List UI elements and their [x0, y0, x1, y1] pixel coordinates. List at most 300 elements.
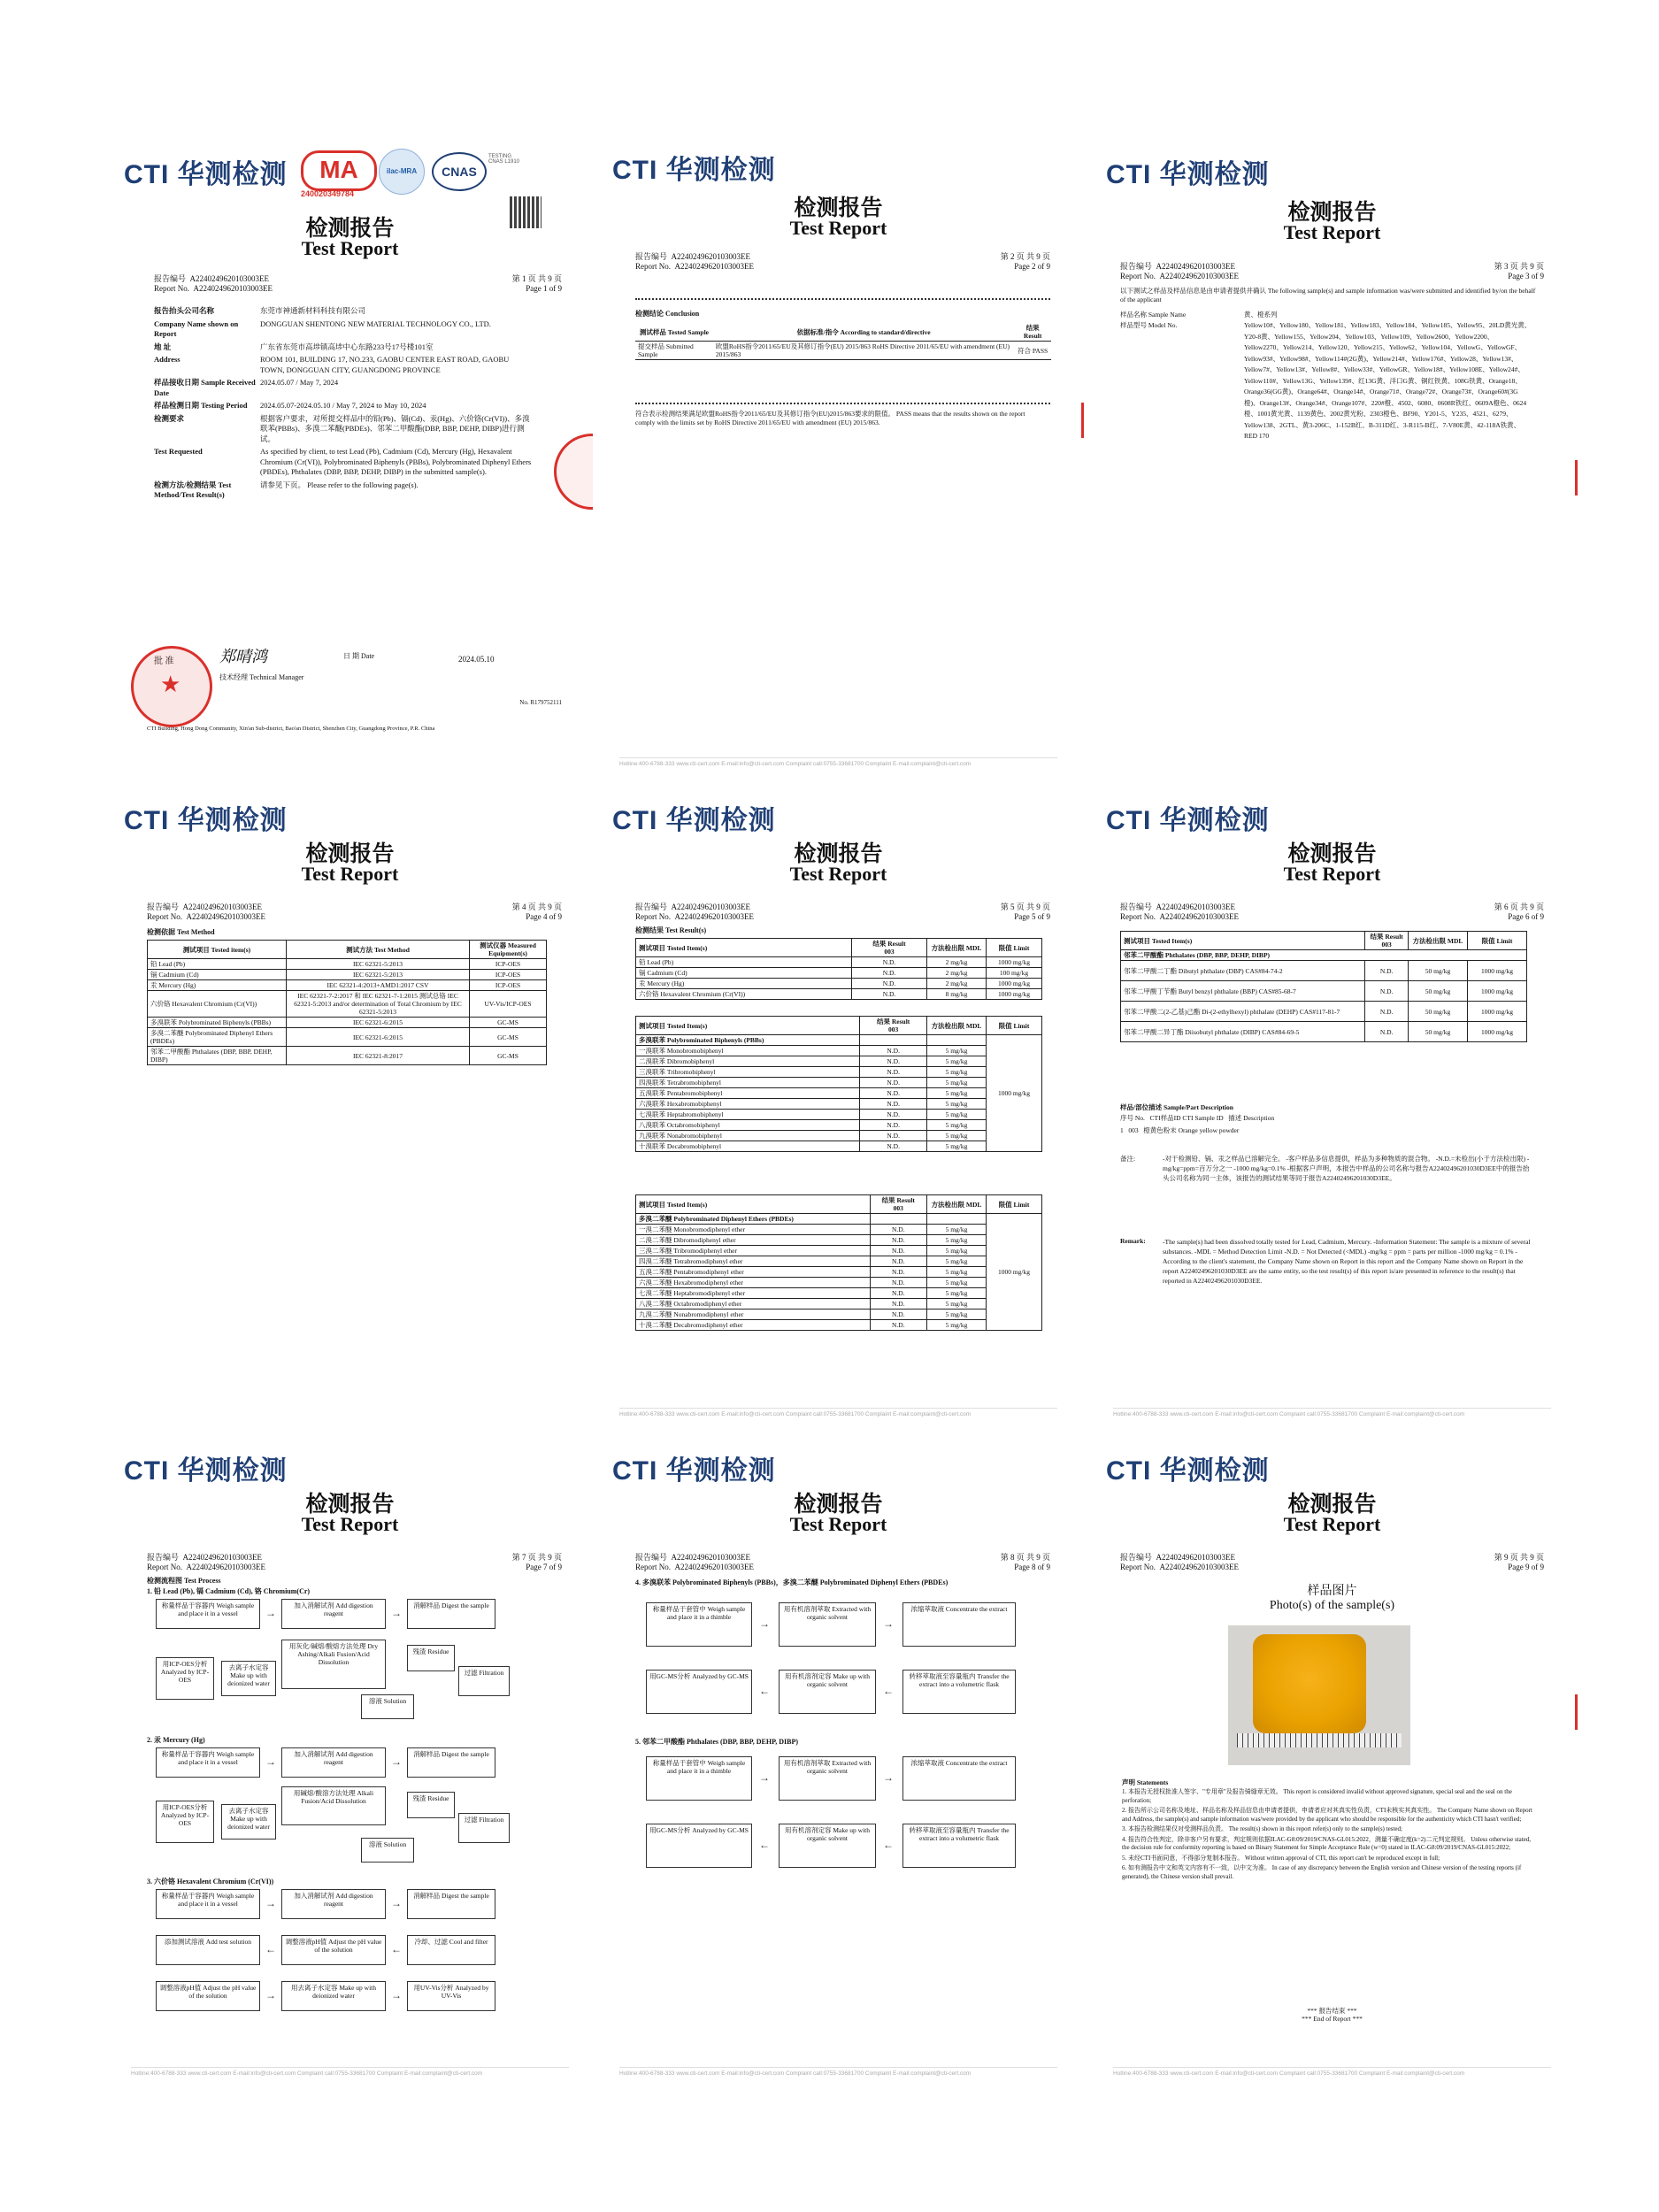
table-cell: IEC 62321-5:2013 — [287, 959, 470, 970]
table-cell: 1000 mg/kg — [987, 989, 1042, 1000]
group-label: 多溴二苯醚 Polybrominated Diphenyl Ethers (PBDEs) — [636, 1214, 871, 1225]
table-cell: N.D. — [860, 1131, 927, 1141]
signature: 郑晴鸿 — [219, 648, 267, 665]
table-cell: 十溴联苯 Decabromobiphenyl — [636, 1141, 860, 1152]
report-number: 报告编号 A2240249620103003EE Report No. A2240249620103003EE — [1120, 902, 1239, 921]
table-cell: 一溴二苯醚 Monobromodiphenyl ether — [636, 1225, 871, 1235]
flow-arrow: → — [391, 1897, 402, 1909]
col-result: 结果 Result — [1014, 323, 1051, 342]
cnas-mark: CNAS — [432, 152, 487, 191]
table-row — [148, 1047, 547, 1065]
flow-makeup: 用有机溶剂定容 Make up with organic solvent — [779, 1670, 876, 1714]
sample-desc-head: 样品/部位描述 Sample/Part Description — [1120, 1103, 1233, 1111]
table-row — [636, 979, 1042, 989]
sample-photo — [1228, 1625, 1410, 1765]
table-cell — [927, 1035, 987, 1046]
report-title-cn: 检测报告 — [794, 842, 883, 866]
field-label: Test Requested — [154, 447, 203, 456]
sample-id: 003 — [1381, 941, 1392, 949]
page-number: 第 8 页 共 9 页 Page 8 of 9 — [1000, 1553, 1050, 1571]
field-value: 2024.05.07 / May 7, 2024 — [260, 378, 339, 387]
table-cell: 5 mg/kg — [927, 1320, 987, 1331]
table-cell: 5 mg/kg — [927, 1088, 987, 1099]
flow-arrow: → — [759, 1617, 770, 1630]
table-cell: N.D. — [1365, 1022, 1409, 1042]
page-number: 第 1 页 共 9 页 Page 1 of 9 — [511, 274, 562, 293]
page-number: 第 5 页 共 9 页 Page 5 of 9 — [1000, 902, 1050, 921]
table-cell: 5 mg/kg — [927, 1256, 987, 1267]
table-header-row — [636, 939, 1042, 957]
col-item: 测试项目 Tested Item(s) — [636, 1195, 871, 1214]
flow-makeup: 用有机溶剂定容 Make up with organic solvent — [779, 1824, 876, 1868]
date-label: 日 期 Date — [343, 652, 375, 660]
table-cell: N.D. — [870, 1267, 926, 1278]
field-row — [154, 319, 534, 340]
report-number: 报告编号 A2240249620103003EE Report No. A2240249620103003EE — [635, 902, 754, 921]
cti-logo: CTI 华测检测 — [124, 1456, 288, 1486]
flow-arrow: → — [883, 1771, 894, 1784]
flow-digest: 消解样品 Digest the sample — [407, 1889, 495, 1919]
model-label: 样品型号 Model No. — [1120, 321, 1178, 329]
ruler — [1237, 1733, 1402, 1747]
table-cell — [927, 1214, 987, 1225]
cell-sample: 提交样品 Submitted Sample — [635, 342, 713, 360]
table-cell: 1000 mg/kg — [1468, 981, 1527, 1002]
table-row — [636, 1099, 1042, 1110]
table-cell: N.D. — [870, 1320, 926, 1331]
flow-uv: 用UV-Vis分析 Analyzed by UV-Vis — [407, 1981, 495, 2011]
table-cell: UV-Vis/ICP-OES — [470, 991, 547, 1018]
table-cell: 邻苯二甲酸二丁酯 Dibutyl phthalate (DBP) CAS#84-74-2 — [1121, 961, 1365, 981]
table-cell: 铅 Lead (Pb) — [636, 957, 852, 968]
table-cell: 5 mg/kg — [927, 1310, 987, 1320]
statement-item: 3. 本报告检测结果仅对受测样品负责。 The result(s) shown in this report refer(s) only to the sample(s) tested; — [1122, 1825, 1402, 1832]
table-cell: 五溴二苯醚 Pentabromodiphenyl ether — [636, 1267, 871, 1278]
flow-residue: 残渣 Residue — [407, 1792, 455, 1818]
flow-filter: 过滤 Filtration — [458, 1813, 510, 1843]
report-page-5 — [593, 779, 1084, 1425]
sign-label: 批 准 — [154, 657, 174, 666]
cell-result: 符合 PASS — [1014, 342, 1051, 360]
statement-item: 1. 本报告无授权批准人签字、"专用章"及报告骑缝章无效。 This report is considered invalid without approved signature, special seal and the seal on the perforation; — [1122, 1788, 1512, 1804]
cell-standard: 欧盟RoHS指令2011/65/EU及其修订指令(EU) 2015/863 RoHS Directive 2011/65/EU with amendment (EU) 2015/863 — [713, 342, 1014, 360]
table-cell: N.D. — [870, 1299, 926, 1310]
report-page-2 — [593, 128, 1084, 774]
table-cell: ICP-OES — [470, 970, 547, 980]
table-cell: IEC 62321-4:2013+AMD1:2017 CSV — [287, 980, 470, 991]
table-cell: 六溴联苯 Hexabromobiphenyl — [636, 1099, 860, 1110]
report-number: 报告编号 A2240249620103003EE Report No. A2240249620103003EE — [1120, 1553, 1239, 1571]
table-cell: 八溴二苯醚 Octabromodiphenyl ether — [636, 1299, 871, 1310]
col-mdl: 方法检出限 MDL — [927, 939, 987, 957]
table-cell: IEC 62321-6:2015 — [287, 1028, 470, 1047]
table-cell: 5 mg/kg — [927, 1246, 987, 1256]
table-cell: 5 mg/kg — [927, 1267, 987, 1278]
cti-logo: CTI 华测检测 — [1106, 806, 1270, 835]
flow-arrow: → — [265, 1755, 276, 1768]
page-footer: Hotline:400-6788-333 www.cti-cert.com E-mail:info@cti-cert.com Complaint call:0755-33681700 Complaint E-mail:complaint@cti-cert.com — [131, 2067, 569, 2077]
table-cell: 九溴二苯醚 Nonabromodiphenyl ether — [636, 1310, 871, 1320]
report-number: 报告编号 A2240249620103003EE Report No. A2240249620103003EE — [635, 1553, 754, 1571]
table-cell: 五溴联苯 Pentabromobiphenyl — [636, 1088, 860, 1099]
table-cell: N.D. — [1365, 981, 1409, 1002]
table-cell: 三溴二苯醚 Tribromodiphenyl ether — [636, 1246, 871, 1256]
table-cell: 1000 mg/kg — [987, 957, 1042, 968]
table-cell: 三溴联苯 Tribromobiphenyl — [636, 1067, 860, 1078]
field-value: As specified by client, to test Lead (Pb), Cadmium (Cd), Mercury (Hg), Hexavalent Chromium (Cr(VI)), Polybrominated Biphenyls (PBBs), Polybrominated Diphenyl Ethers (PBDEs), Phthalates (DBP, BBP, DEHP, DIBP) in the submitted sample(s). — [260, 447, 532, 476]
table-row — [636, 1056, 1042, 1067]
table-cell: 六价铬 Hexavalent Chromium (Cr(VI)) — [636, 989, 852, 1000]
page-footer: Hotline:400-6788-333 www.cti-cert.com E-mail:info@cti-cert.com Complaint call:0755-33681700 Complaint E-mail:complaint@cti-cert.com — [619, 1408, 1057, 1417]
flow-arrow: → — [883, 1617, 894, 1630]
photo-title-en: Photo(s) of the sample(s) — [1269, 1599, 1395, 1612]
flow-water-2: 用去离子水定容 Make up with deionized water — [281, 1981, 386, 2011]
sample-intro: 以下测试之样品及样品信息是由申请者提供并确认 The following sample(s) and sample information was/were submitted and identified by/on the behalf of the applicant — [1120, 287, 1536, 303]
group-label: 多溴联苯 Polybrominated Biphenyls (PBBs) — [636, 1035, 860, 1046]
pbde-table — [635, 1194, 1042, 1331]
table-cell: IEC 62321-6:2015 — [287, 1018, 470, 1028]
report-number: 报告编号 A2240249620103003EE Report No. A2240249620103003EE — [1120, 262, 1239, 280]
report-title-en: Test Report — [1283, 863, 1381, 885]
table-cell: 5 mg/kg — [927, 1120, 987, 1131]
field-label: 样品接收日期 Sample Received Date — [154, 378, 256, 397]
sample-desc-row: 1 003 橙黄色粉末 Orange yellow powder — [1120, 1126, 1240, 1134]
flow-digest: 消解样品 Digest the sample — [407, 1747, 495, 1778]
flow-arrow: → — [265, 1607, 276, 1619]
table-cell: 铅 Lead (Pb) — [148, 959, 287, 970]
table-cell: 四溴联苯 Tetrabromobiphenyl — [636, 1078, 860, 1088]
field-label: 检测要求 — [154, 413, 185, 423]
method-table — [147, 940, 547, 1065]
flow-add-reagent: 加入消解试剂 Add digestion reagent — [281, 1889, 386, 1919]
result-label: 结果 Result — [877, 1018, 910, 1025]
cti-logo: CTI 华测检测 — [1106, 1456, 1270, 1486]
col-sample: 测试样品 Tested Sample — [635, 323, 713, 342]
table-cell: 5 mg/kg — [927, 1067, 987, 1078]
table-cell: N.D. — [1365, 1002, 1409, 1022]
limit-cell: 1000 mg/kg — [987, 1214, 1042, 1331]
company-seal: ★ — [131, 646, 212, 727]
table-row — [148, 970, 547, 980]
report-page-9 — [1087, 1429, 1578, 2084]
cnas-sub: TESTING CNAS L1910 — [488, 154, 520, 165]
flow-cool: 冷却、过滤 Cool and filter — [407, 1935, 495, 1965]
field-row — [154, 447, 534, 478]
cti-logo: CTI 华测检测 — [1106, 160, 1270, 189]
table-row — [636, 1120, 1042, 1131]
cma-mark: MA — [301, 150, 377, 191]
flow-title-3: 3. 六价铬 Hexavalent Chromium (Cr(VI)) — [147, 1878, 274, 1886]
flow-title-4: 4. 多溴联苯 Polybrominated Biphenyls (PBBs)，多溴二苯醚 Polybrominated Diphenyl Ethers (PBDEs) — [635, 1578, 949, 1586]
table-cell: IEC 62321-5:2013 — [287, 970, 470, 980]
report-title-cn: 检测报告 — [1287, 1493, 1377, 1517]
table-cell: 1000 mg/kg — [1468, 1022, 1527, 1042]
flow-dry-ash: 用灰化/碱熔/酸熔方法处理 Dry Ashing/Alkali Fusion/Acid Dissolution — [281, 1640, 386, 1689]
flow-title-2: 2. 汞 Mercury (Hg) — [147, 1736, 205, 1744]
table-cell: N.D. — [870, 1310, 926, 1320]
field-row — [154, 378, 534, 398]
table-cell: ICP-OES — [470, 959, 547, 970]
table-cell: 镉 Cadmium (Cd) — [636, 968, 852, 979]
table-cell: 5 mg/kg — [927, 1299, 987, 1310]
table-cell: N.D. — [860, 1078, 927, 1088]
table-cell: 50 mg/kg — [1409, 1022, 1468, 1042]
flow-weigh: 称量样品于套管中 Weigh sample and place it in a thimble — [646, 1602, 752, 1647]
statement-item: 2. 报告所示公司名称及地址、样品名称及样品信息由申请者提供，申请者应对其真实性负责，CTI未核实其真实性。 The Company Name shown on Report and Address, the sample(s) and sample information was/were provided by the applicant who should be responsible for the authenticity which CTI hasn't verified; — [1122, 1807, 1532, 1823]
field-label: 检测方法/检测结果 Test Method/Test Result(s) — [154, 480, 232, 499]
limit-cell: 1000 mg/kg — [987, 1035, 1042, 1152]
table-cell: GC-MS — [470, 1018, 547, 1028]
table-cell: 二溴联苯 Dibromobiphenyl — [636, 1056, 860, 1067]
table-row — [636, 1246, 1042, 1256]
client-info — [154, 306, 534, 503]
flow-arrow: → — [265, 1897, 276, 1909]
field-row — [154, 306, 534, 317]
group-label: 邻苯二甲酸酯 Phthalates (DBP, BBP, DEHP, DIBP) — [1121, 950, 1527, 961]
table-cell: 2 mg/kg — [927, 968, 987, 979]
field-row — [154, 480, 534, 501]
field-value: 根据客户要求，对所提交样品中的铅(Pb)、镉(Cd)、汞(Hg)、六价铬(Cr(VI))、多溴联苯(PBBs)、多溴二苯醚(PBDEs)、邻苯二甲酸酯(DBP, BBP, DEHP, DIBP)进行测试。 — [260, 413, 530, 443]
table-cell: N.D. — [860, 1046, 927, 1056]
page-number: 第 3 页 共 9 页 Page 3 of 9 — [1494, 262, 1544, 280]
field-label: Address — [154, 355, 180, 364]
report-title-cn: 检测报告 — [794, 1493, 883, 1517]
table-row — [636, 1256, 1042, 1267]
powder-bag — [1253, 1634, 1366, 1733]
flow-add-reagent: 加入消解试剂 Add digestion reagent — [281, 1747, 386, 1778]
col-item: 测试项目 Tested item(s) — [148, 941, 287, 959]
flow-arrow: → — [391, 1755, 402, 1768]
field-value: 2024.05.07-2024.05.10 / May 7, 2024 to May 10, 2024 — [260, 401, 426, 410]
page-footer: Hotline:400-6788-333 www.cti-cert.com E-mail:info@cti-cert.com Complaint call:0755-33681700 Complaint E-mail:complaint@cti-cert.com — [619, 2067, 1057, 2077]
result-label: 结果 Result — [1370, 933, 1403, 941]
table-cell: 5 mg/kg — [927, 1099, 987, 1110]
cti-logo: CTI 华测检测 — [612, 156, 776, 185]
report-title-cn: 检测报告 — [1287, 842, 1377, 866]
table-cell: N.D. — [852, 979, 927, 989]
report-page-4 — [104, 779, 595, 1425]
table-cell: N.D. — [860, 1056, 927, 1067]
flow-gcms: 用GC-MS分析 Analyzed by GC-MS — [646, 1670, 752, 1714]
table-cell: 2 mg/kg — [927, 979, 987, 989]
table-row — [636, 1088, 1042, 1099]
field-value: 广东省东莞市高埗镇高埗中心东路233号17号楼101室 — [260, 342, 434, 351]
report-title-en: Test Report — [789, 863, 887, 885]
col-result — [1365, 932, 1409, 950]
field-row — [154, 342, 534, 353]
result-label: 结果 Result — [881, 1196, 915, 1204]
report-title-cn: 检测报告 — [305, 842, 395, 866]
conclusion-table — [635, 323, 1051, 360]
flow-transfer: 转移萃取液至容量瓶内 Transfer the extract into a volumetric flask — [902, 1670, 1016, 1714]
table-cell: 多溴联苯 Polybrominated Biphenyls (PBBs) — [148, 1018, 287, 1028]
flow-transfer: 转移萃取液至容量瓶内 Transfer the extract into a volumetric flask — [902, 1824, 1016, 1868]
table-row — [636, 1299, 1042, 1310]
flow-add-reagent: 加入消解试剂 Add digestion reagent — [281, 1599, 386, 1629]
table-cell: 5 mg/kg — [927, 1141, 987, 1152]
col-limit: 限值 Limit — [987, 1017, 1042, 1035]
table-row — [636, 1267, 1042, 1278]
table-row — [148, 1018, 547, 1028]
remarks-en-label: Remark: — [1120, 1237, 1146, 1245]
col-limit: 限值 Limit — [987, 939, 1042, 957]
phthalate-table — [1120, 931, 1527, 1042]
cti-logo: CTI 华测检测 — [124, 806, 288, 835]
table-header-row — [636, 1195, 1042, 1214]
table-row — [636, 1067, 1042, 1078]
statements-head: 声明 Statements — [1122, 1778, 1169, 1786]
table-row — [636, 1046, 1042, 1056]
field-row — [154, 355, 534, 375]
table-cell: 5 mg/kg — [927, 1046, 987, 1056]
table-row — [1121, 981, 1527, 1002]
table-cell: 二溴二苯醚 Dibromodiphenyl ether — [636, 1235, 871, 1246]
table-cell: N.D. — [870, 1246, 926, 1256]
report-title-en: Test Report — [301, 237, 399, 259]
report-page-6 — [1087, 779, 1578, 1425]
model-list: Yellow10#、Yellow180、Yellow181、Yellow183、Yellow184、Yellow185、Yellow95、20LD黄光黄、Y20-8黄、Yellow155、Yellow204、Yellow103、Yellow109、Yellow2600、Yellow2200、Yellow2270、Yellow214、Yellow120、Yellow215、Yellow62、Yellow104、YellowG、YellowGF、Yellow93#、Yellow98#、Yellow114#(2G黄)、Yellow214#、Yellow176#、Yellow28、Yellow13#、Yellow7#、Yellow13#、Yellow8#、Yellow33#、YellowGR、Yellow18#、Yellow108E、Yellow24#、Yellow110#、Yellow13G、Yellow139#、红13G黄、洋口G黄、铜红铁黄、108G铁黄、Orange18、Orange36(GG黄)、Orange64#、Orange14#、Orange71#、Orange72#、Orange73#、Orange60#(3G橙)、Orange13#、Orange34#、Orange107#、220#橙、4502、6080、0608R铁红、0609A橙色、0624橙、1001黄光黄、1139黄色、2002黄光粉、2303橙色、BF90、Y201-5、Y235、4521、6279、Yellow138、2GTL、黄3-206C、1-152B红、B-311D红、3-R115-B红、7-V80E黄、42-118A铁黄、RED 170 — [1244, 321, 1532, 440]
col-item: 测试项目 Tested Item(s) — [636, 939, 852, 957]
flow-alkali: 用碱熔/酸溶方法处理 Alkali Fusion/Acid Dissolution — [281, 1786, 386, 1825]
table-cell: 镉 Cadmium (Cd) — [148, 970, 287, 980]
table-cell: N.D. — [870, 1235, 926, 1246]
sample-id: 003 — [884, 948, 895, 956]
statements-list — [1122, 1788, 1538, 1883]
group-row — [636, 1035, 1042, 1046]
flow-residue: 残渣 Residue — [407, 1645, 455, 1671]
group-row — [636, 1214, 1042, 1225]
signer-title: 技术经理 Technical Manager — [219, 673, 304, 681]
report-page-8 — [593, 1429, 1084, 2084]
flow-title-1: 1. 铅 Lead (Pb), 镉 Cadmium (Cd), 铬 Chromium(Cr) — [147, 1587, 311, 1595]
flow-arrow: → — [265, 1989, 276, 2001]
table-cell: 5 mg/kg — [927, 1078, 987, 1088]
flow-ph-2: 调整溶液pH值 Adjust the pH value of the solution — [156, 1981, 260, 2011]
table-cell: 50 mg/kg — [1409, 981, 1468, 1002]
table-cell: N.D. — [1365, 961, 1409, 981]
sample-name: 黄、橙系列 — [1244, 311, 1278, 319]
table-cell: IEC 62321-8:2017 — [287, 1047, 470, 1065]
flow-icp: 用ICP-OES分析 Analyzed by ICP-OES — [156, 1801, 214, 1843]
table-cell: 邻苯二甲酸二(2-乙基)己酯 Di-(2-ethylhexyl) phthalate (DEHP) CAS#117-81-7 — [1121, 1002, 1365, 1022]
table-cell: 七溴二苯醚 Heptabromodiphenyl ether — [636, 1288, 871, 1299]
table-cell: 5 mg/kg — [927, 1278, 987, 1288]
flow-arrow: → — [391, 1989, 402, 2001]
flow-arrow: → — [759, 1771, 770, 1784]
table-cell: 十溴二苯醚 Decabromodiphenyl ether — [636, 1320, 871, 1331]
flow-title-5: 5. 邻苯二甲酸酯 Phthalates (DBP, BBP, DEHP, DIBP) — [635, 1738, 799, 1746]
field-row — [154, 414, 534, 445]
flow-water: 去离子水定容 Make up with deionized water — [221, 1804, 276, 1839]
flow-filter: 过滤 Filtration — [458, 1666, 510, 1696]
report-title-en: Test Report — [1283, 221, 1381, 243]
table-cell: 邻苯二甲酸二异丁酯 Diisobutyl phthalate (DIBP) CAS#84-69-5 — [1121, 1022, 1365, 1042]
flow-concentrate: 浓缩萃取液 Concentrate the extract — [902, 1602, 1016, 1647]
field-value: 东莞市神通新材料科技有限公司 — [260, 306, 366, 315]
pbb-table — [635, 1016, 1042, 1152]
table-row — [148, 959, 547, 970]
table-cell: N.D. — [860, 1099, 927, 1110]
flow-ph-1: 调整溶液pH值 Adjust the pH value of the solution — [281, 1935, 386, 1965]
page-number: 第 7 页 共 9 页 Page 7 of 9 — [511, 1553, 562, 1571]
table-cell: 六溴二苯醚 Hexabromodiphenyl ether — [636, 1278, 871, 1288]
page-number: 第 4 页 共 9 页 Page 4 of 9 — [511, 902, 562, 921]
table-row — [1121, 961, 1527, 981]
table-row — [1121, 1002, 1527, 1022]
table-cell: 1000 mg/kg — [1468, 1002, 1527, 1022]
field-label: Company Name shown on Report — [154, 319, 239, 338]
table-cell: 5 mg/kg — [927, 1056, 987, 1067]
field-label: 报告抬头公司名称 — [154, 306, 215, 315]
flow-icp: 用ICP-OES分析 Analyzed by ICP-OES — [156, 1657, 214, 1700]
table-row — [636, 1310, 1042, 1320]
edge-mark — [1081, 403, 1084, 438]
cti-logo: CTI 华测检测 — [612, 806, 776, 835]
section-title: 检测流程图 Test Process — [147, 1577, 221, 1585]
table-cell: N.D. — [852, 968, 927, 979]
page-footer: Hotline:400-6788-333 www.cti-cert.com E-mail:info@cti-cert.com Complaint call:0755-33681700 Complaint E-mail:complaint@cti-cert.com — [619, 757, 1057, 767]
table-cell: N.D. — [860, 1088, 927, 1099]
report-title-en: Test Report — [301, 1513, 399, 1535]
field-value: DONGGUAN SHENTONG NEW MATERIAL TECHNOLOGY CO., LTD. — [260, 319, 491, 328]
table-row — [636, 1320, 1042, 1331]
col-result — [852, 939, 927, 957]
table-cell: GC-MS — [470, 1028, 547, 1047]
field-value: 请参见下页。 Please refer to the following page(s). — [260, 480, 419, 489]
flow-arrow: ← — [759, 1839, 770, 1851]
flow-weigh: 称量样品于容器内 Weigh sample and place it in a vessel — [156, 1747, 260, 1778]
col-equipment: 测试仪器 Measured Equipment(s) — [470, 941, 547, 959]
flow-arrow: ← — [883, 1685, 894, 1697]
table-cell: N.D. — [870, 1288, 926, 1299]
report-title-cn: 检测报告 — [305, 1493, 395, 1517]
report-number: 报告编号 A2240249620103003EE Report No. A2240249620103003EE — [147, 902, 265, 921]
table-cell: N.D. — [870, 1225, 926, 1235]
table-cell: 四溴二苯醚 Tetrabromodiphenyl ether — [636, 1256, 871, 1267]
table-cell — [870, 1214, 926, 1225]
table-row — [636, 968, 1042, 979]
result-label: 结果 Result — [872, 940, 906, 948]
remarks-cn: -对于检测铅、镉、汞之样品已溶解完全。 -客户样品多信息提供，样品为多种物质的混合物。 -N.D.=未检出(小于方法检出限) -mg/kg=ppm=百万分之一 -1000 mg/kg=0.1% -根据客户声明，本报告中样品的公司名称与报告A22402496201030D3EE中的报告抬头公司名称为同一主体，该报告的测试结果等同于报告A22402496201030D3EE。 — [1163, 1155, 1530, 1182]
table-cell: 七溴联苯 Heptabromobiphenyl — [636, 1110, 860, 1120]
table-cell: 5 mg/kg — [927, 1288, 987, 1299]
table-cell: N.D. — [852, 957, 927, 968]
table-cell: N.D. — [852, 989, 927, 1000]
table-cell: 一溴联苯 Monobromobiphenyl — [636, 1046, 860, 1056]
table-cell: 8 mg/kg — [927, 989, 987, 1000]
flow-gcms: 用GC-MS分析 Analyzed by GC-MS — [646, 1824, 752, 1868]
section-title: 检测结果 Test Result(s) — [635, 926, 707, 934]
statement-item: 4. 报告符合性判定，除非客户另有要求，判定规则依据ILAC-G8:09/2019/CNAS-GL015:2022，测量不确定度(k=2)二元判定规则。 Unless otherwise stated, the decision rule for conformity reporting is based on Binary Statement for Simple Acceptance Rule (w=0) stated in ILAC-G8:09/2019/CNAS-GL015:2022; — [1122, 1835, 1532, 1851]
table-cell: 1000 mg/kg — [987, 979, 1042, 989]
report-page-1 — [104, 133, 595, 761]
sample-name-label: 样品名称 Sample Name — [1120, 311, 1187, 319]
field-row — [154, 401, 534, 411]
flow-arrow: ← — [759, 1685, 770, 1697]
table-cell: 六价铬 Hexavalent Chromium (Cr(VI)) — [148, 991, 287, 1018]
table-cell: 汞 Mercury (Hg) — [148, 980, 287, 991]
flow-arrow: ← — [265, 1943, 276, 1955]
report-title-en: Test Report — [789, 217, 887, 239]
flow-arrow: → — [391, 1607, 402, 1619]
table-cell: 50 mg/kg — [1409, 961, 1468, 981]
table-cell: 5 mg/kg — [927, 1235, 987, 1246]
table-cell: IEC 62321-7-2:2017 和 IEC 62321-7-1:2015 测试总铬 IEC 62321-5:2013 and/or determination of Total Chromium by IEC 62321-5:2013 — [287, 991, 470, 1018]
report-seal — [554, 434, 595, 510]
sample-desc-cols: 序号 No. CTI样品ID CTI Sample ID 描述 Description — [1120, 1114, 1275, 1122]
page-footer: Hotline:400-6788-333 www.cti-cert.com E-mail:info@cti-cert.com Complaint call:0755-33681700 Complaint E-mail:complaint@cti-cert.com — [1113, 2067, 1551, 2077]
table-cell: 5 mg/kg — [927, 1131, 987, 1141]
